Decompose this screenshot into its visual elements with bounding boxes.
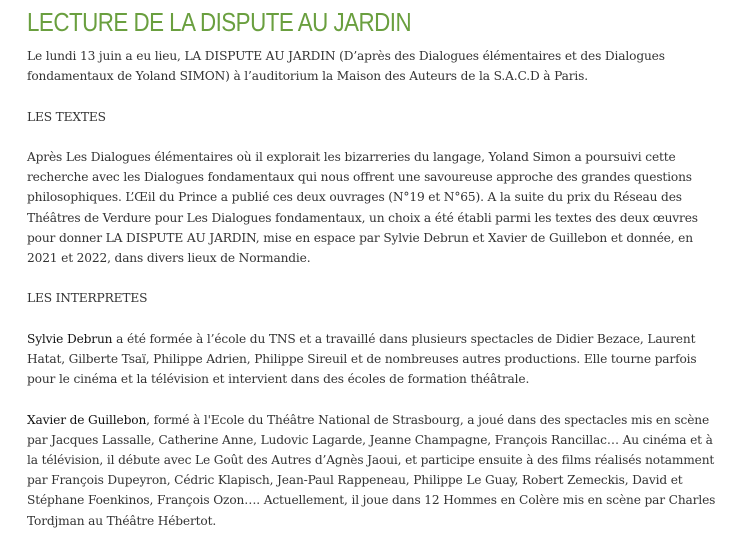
article: [27, 6, 717, 531]
debrun-paragraph: [27, 329, 717, 390]
section-heading-interpretes: LES INTERPRETES: [27, 291, 148, 306]
textes-paragraph: Après Les Dialogues élémentaires où il explorait les bizarreries du langage, Yoland Simon a poursuivi cette recherche avec les Dialogues fondamentaux qui nous offrent une savoureuse approche des grandes questions philosophiques. L’Œil du Prince a publié ces deux ouvrages (N°19 et N°65). A la suite du prix du Réseau des Théâtres de Verdure pour Les Dialogues fondamentaux, un choix a été établi parmi les textes des deux œuvres pour donner LA DISPUTE AU JARDIN, mise en espace par Sylvie Debrun et Xavier de Guillebon et donnée, en 2021 et 2022, dans divers lieux de Normandie.: [27, 149, 698, 265]
performer-name-debrun: Sylvie Debrun: [27, 331, 113, 346]
performer-bio-guillebon: , formé à l'Ecole du Théâtre National de Strasbourg, a joué dans des spectacles mis en scène par Jacques Lassalle, Catherine Anne, Ludovic Lagarde, Jeanne Champagne, François Rancillac… Au cinéma et à la télévision, il débute avec Le Goût des Autres d’Agnès Jaoui, et participe ensuite à des films réalisés notamment par François Dupeyron, Cédric Klapisch, Jean-Paul Rappeneau, Philippe Le Guay, Robert Zemeckis, David et Stéphane Foenkinos, François Ozon…. Actuellement, il joue dans 12 Hommes en Colère mis en scène par Charles Tordjman au Théâtre Hébertot.: [27, 412, 716, 528]
page-title: LECTURE DE LA DISPUTE AU JARDIN: [27, 7, 412, 37]
intro-paragraph: Le lundi 13 juin a eu lieu, LA DISPUTE AU JARDIN (D’après des Dialogues élémentaires et des Dialogues fondamentaux de Yoland SIMON) à l’auditorium la Maison des Auteurs de la S.A.C.D à Paris.: [27, 49, 665, 84]
section-heading-textes: LES TEXTES: [27, 109, 106, 124]
guillebon-paragraph: [27, 410, 717, 531]
performer-name-guillebon: Xavier de Guillebon: [27, 412, 147, 427]
performer-bio-debrun: a été formée à l’école du TNS et a travaillé dans plusieurs spectacles de Didier Bezace, Laurent Hatat, Gilberte Tsaï, Philippe Adrien, Philippe Sireuil et de nombreuses autres productions. Elle tourne parfois pour le cinéma et la télévision et intervient dans des écoles de formation théâtrale.: [27, 331, 697, 387]
